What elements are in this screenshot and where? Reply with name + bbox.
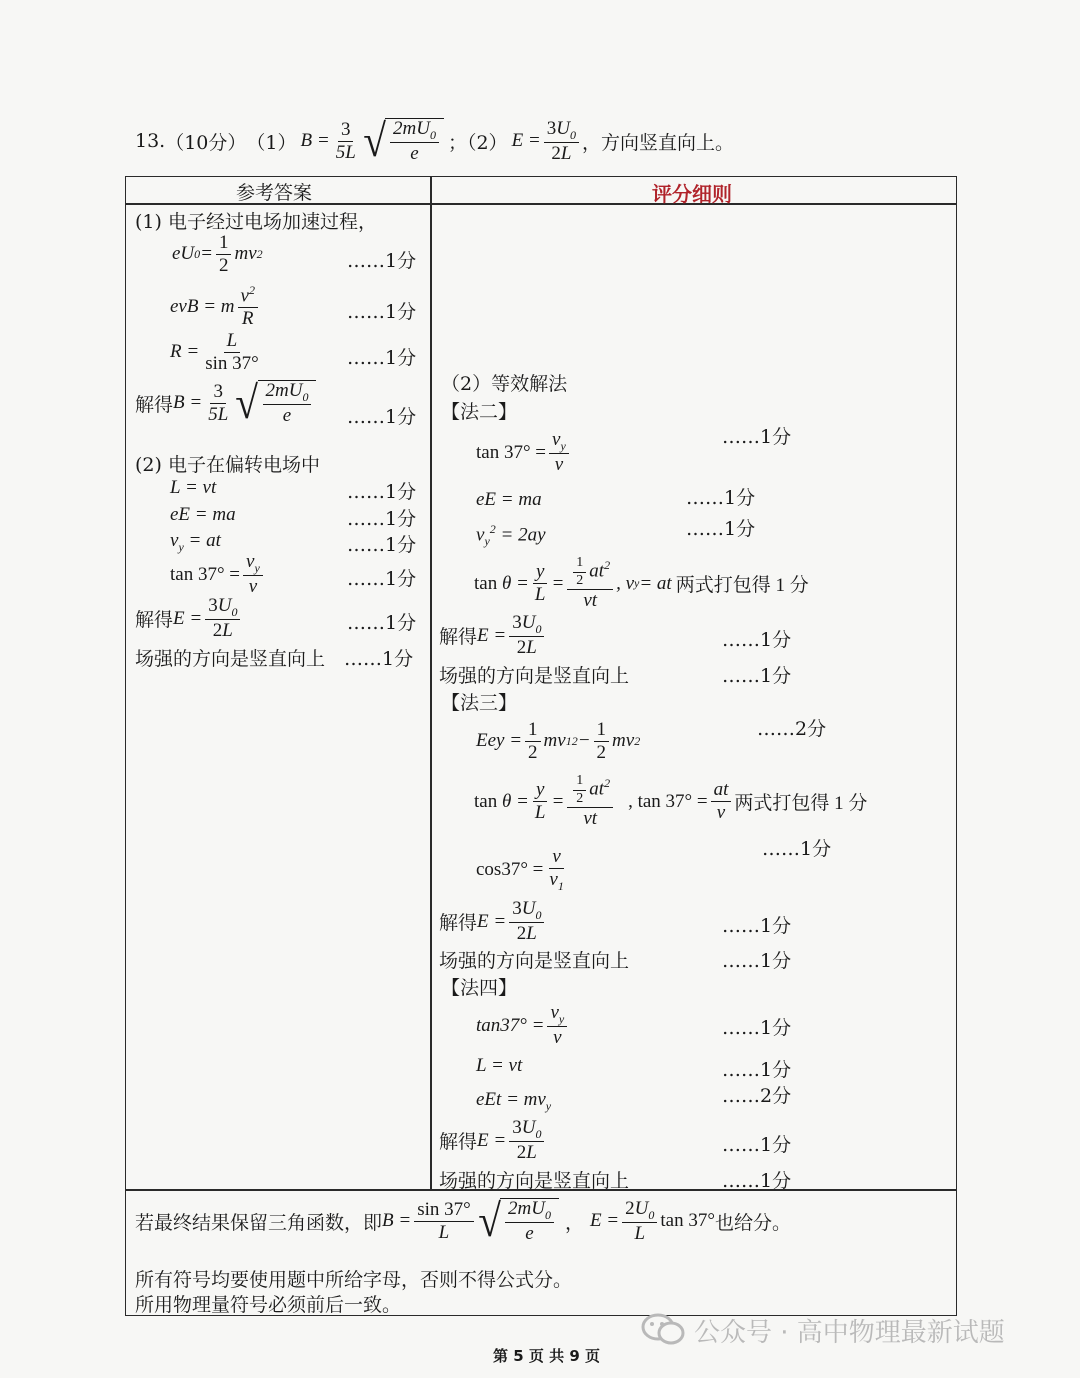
score: ……1分 xyxy=(722,629,792,651)
section-2-title: (2) 电子在偏转电场中 xyxy=(135,454,320,476)
m2-direction: 场强的方向是竖直向上 xyxy=(439,665,630,687)
score: ……1分 xyxy=(347,406,417,428)
m4-result-e: 解得 E = $\frac{3U_0}{2L}$ xyxy=(439,1118,547,1163)
result-b: 解得 B = $\frac{3}{5L}$ √ $\frac{2mU_0}{e}$ xyxy=(135,380,316,426)
score: ……1分 xyxy=(347,534,417,556)
m3-result-e: 解得 E = $\frac{3U_0}{2L}$ xyxy=(439,899,547,944)
m2-eq-tan-theta: tan θ = $\frac{y}{L}$ = $\frac{1}{2}$ $at^2$ vt , v y = at 两式打包得 1 分 xyxy=(474,555,809,612)
score: ……1分 xyxy=(344,648,414,670)
watermark-text: 公众号 · 高中物理最新试题 xyxy=(694,1318,1005,1348)
result-e: 解得 E = $\frac{3U_0}{2L}$ xyxy=(135,596,243,641)
score: ……1分 xyxy=(722,915,792,937)
footer-trig-note: 若最终结果保留三角函数，即 B = $\frac{\sin 37^\circ}{L}$ √ $\frac{2mU_0}{e}$ ， E = $\frac{2U_0}{L}$ tan 37° 也给分。 xyxy=(135,1195,791,1247)
eq-lorentz: evB = m $\frac{v^2}{R}$ xyxy=(170,284,261,329)
wechat-icon xyxy=(640,1312,686,1346)
score: ……1分 xyxy=(347,568,417,590)
m4-direction: 场强的方向是竖直向上 xyxy=(439,1170,630,1192)
direction-text: ，方向竖直向上。 xyxy=(581,131,734,154)
score: ……1分 xyxy=(762,838,832,860)
m4-eq-impulse: eEt = $mv_y$ xyxy=(476,1089,552,1113)
wechat-logo xyxy=(640,1312,686,1346)
score: ……1分 xyxy=(722,1170,792,1192)
part-1-label: （1） xyxy=(246,131,297,154)
score: ……1分 xyxy=(722,426,792,448)
part-2-label: ；（2） xyxy=(447,131,508,154)
eq-l-vt: L = vt xyxy=(170,477,217,498)
table-column-divider xyxy=(430,176,432,1190)
eq-radius: R = $\frac{L}{\sin 37^\circ}$ xyxy=(170,330,259,374)
score: ……1分 xyxy=(347,508,417,530)
score: ……1分 xyxy=(347,612,417,634)
direction-left: 场强的方向是竖直向上 xyxy=(135,648,326,670)
m2-eq-tan: tan 37° = $\frac{v_y}{v}$ xyxy=(476,430,572,475)
answer-e-formula: E = $\frac{3U_0}{2L}$ xyxy=(512,119,582,164)
eq-tan37: tan 37° = $\frac{v_y}{v}$ xyxy=(170,552,266,597)
eq-vy-at: $v_y$ = at xyxy=(170,530,221,554)
m2-result-e: 解得 E = $\frac{3U_0}{2L}$ xyxy=(439,613,547,658)
question-number: 13. xyxy=(135,130,166,153)
m4-eq-tan: tan37° = $\frac{v_y}{v}$ xyxy=(476,1003,570,1048)
bundle-note: 两式打包得 1 分 xyxy=(734,793,868,815)
header-scoring-rules: 评分细则 xyxy=(652,182,732,206)
score: ……2分 xyxy=(722,1085,792,1107)
method-3-label: 【法三】 xyxy=(441,692,518,714)
question-points: （10分） xyxy=(165,131,247,154)
score: ……1分 xyxy=(686,518,756,540)
method-2-label: 【法二】 xyxy=(441,401,518,423)
answer-b-formula: B = $\frac{3}{5L}$ √ $\frac{2mU_0}{e}$ xyxy=(301,118,444,164)
score: ……1分 xyxy=(347,481,417,503)
score: ……1分 xyxy=(686,487,756,509)
score: ……1分 xyxy=(722,1134,792,1156)
equivalent-methods-title: （2）等效解法 xyxy=(441,373,568,395)
page-number: 第 5 页 共 9 页 xyxy=(493,1347,600,1365)
score: ……1分 xyxy=(347,250,417,272)
eq-ee-ma: eE = ma xyxy=(170,504,236,525)
m2-eq-ee-ma: eE = ma xyxy=(476,489,542,510)
score: ……2分 xyxy=(757,718,827,740)
score: ……1分 xyxy=(722,1017,792,1039)
header-reference-answer: 参考答案 xyxy=(236,182,313,204)
score: ……1分 xyxy=(722,1059,792,1081)
m2-eq-vy2: $v_y^2 = 2ay$ xyxy=(476,522,546,549)
method-4-label: 【法四】 xyxy=(441,977,518,999)
m3-direction: 场强的方向是竖直向上 xyxy=(439,950,630,972)
footer-symbol-rule: 所有符号均要使用题中所给字母，否则不得公式分。 xyxy=(135,1269,573,1291)
question-header xyxy=(135,115,734,167)
m3-eq-tan: tan θ = $\frac{y}{L}$ = $\frac{1}{2}$ $at^2$ vt , tan 37° = $\frac{at}{v}$ 两式打包得 1 分 xyxy=(474,773,868,830)
footer-consistency-rule: 所用物理量符号必须前后一致。 xyxy=(135,1294,402,1316)
score: ……1分 xyxy=(347,301,417,323)
score: ……1分 xyxy=(347,347,417,369)
eq-energy: eU 0 = $\frac{1}{2}$ mv 2 xyxy=(172,232,263,276)
m4-eq-l-vt: L = vt xyxy=(476,1055,523,1076)
score: ……1分 xyxy=(722,950,792,972)
m3-eq-energy: Eey = $\frac{1}{2}$ mv 1 2 − $\frac{1}{2}$ mv 2 xyxy=(476,719,641,763)
score: ……1分 xyxy=(722,665,792,687)
m3-eq-cos: cos37° = $\frac{v}{v_1}$ xyxy=(476,846,564,893)
section-1-title: (1) 电子经过电场加速过程， xyxy=(135,211,377,233)
bundle-note: 两式打包得 1 分 xyxy=(675,575,809,597)
